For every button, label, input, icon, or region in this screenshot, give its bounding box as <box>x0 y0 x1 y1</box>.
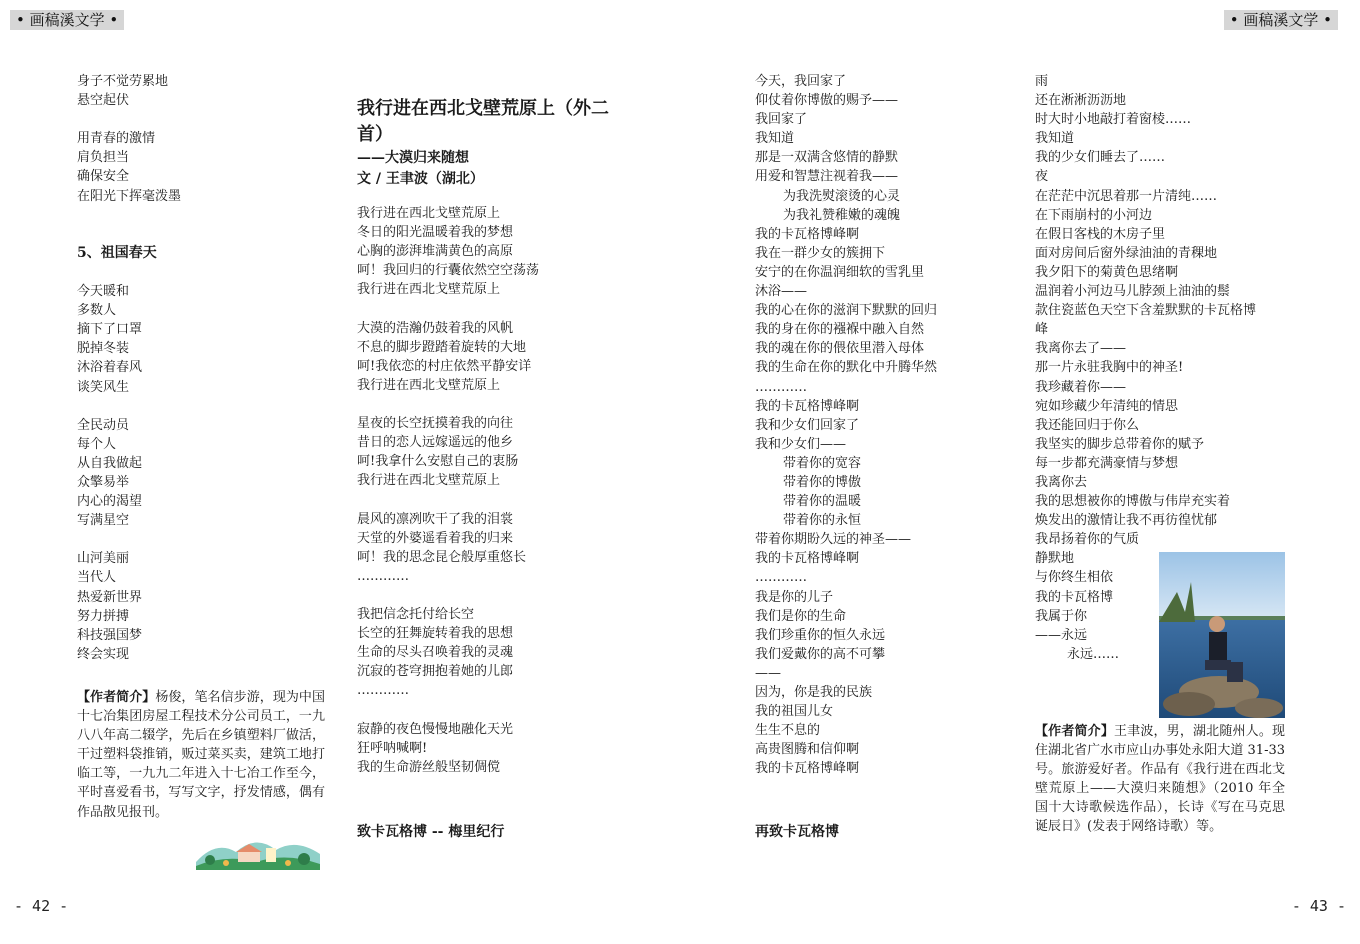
poem-line: 生命的尽头召唤着我的灵魂 <box>357 645 514 661</box>
bio-label: 【作者简介】 <box>77 690 156 705</box>
poem-line: 我和少女们回家了 <box>755 417 860 433</box>
poem-line: 面对房间后窗外绿油油的青稞地 <box>1035 245 1218 261</box>
poem-line: 晨风的凛冽吹干了我的泪裳 <box>357 511 514 527</box>
poem-line: 在茫茫中沉思着那一片清纯…… <box>1035 188 1218 204</box>
poem-line: 从自我做起 <box>77 455 143 471</box>
poem-line: 我和少女们—— <box>755 436 847 452</box>
poem-line: 在阳光下挥毫泼墨 <box>77 188 182 204</box>
poem-line: 我离你去了—— <box>1035 341 1127 357</box>
poem-line: ………… <box>755 570 807 586</box>
author-bio-1 <box>77 688 325 822</box>
poem-line: 沐浴着春风 <box>77 360 143 376</box>
author-bio-2 <box>1035 722 1285 837</box>
blank-line <box>77 206 327 225</box>
poem-line: 狂呼呐喊啊! <box>357 740 428 756</box>
poem-line: 我的少女们睡去了…… <box>1035 150 1166 166</box>
poem-line: 星夜的长空抚摸着我的向往 <box>357 416 514 432</box>
poem-line: 带着你的温暖 <box>783 494 862 510</box>
poem-line: 焕发出的激情让我不再彷徨忧郁 <box>1035 513 1218 529</box>
poem-line: 我的魂在你的偎依里潜入母体 <box>755 341 925 357</box>
poem-line: 呵！我回归的行囊依然空空荡荡 <box>357 263 540 279</box>
column-1 <box>77 72 327 664</box>
poem-line: 今天暖和 <box>77 284 130 300</box>
blank-line <box>357 490 627 509</box>
poem-line: 我的祖国儿女 <box>755 704 834 720</box>
blank-line <box>77 110 327 129</box>
poem-line: 确保安全 <box>77 169 130 185</box>
poem-heading: 5、祖国春天 <box>77 244 157 261</box>
poem-line: 我知道 <box>1035 131 1075 147</box>
poem-lines-a <box>77 72 327 244</box>
poem-line: 我夕阳下的菊黄色思绪啊 <box>1035 264 1179 280</box>
bio-label: 【作者简介】 <box>1035 724 1114 739</box>
poem-line: 冬日的阳光温暖着我的梦想 <box>357 225 514 241</box>
page-number-left: - 42 - <box>14 897 69 915</box>
landscape-illustration <box>196 832 320 870</box>
poem-line: 带着你的永恒 <box>783 513 862 529</box>
poem-line: 我离你去 <box>1035 474 1088 490</box>
poem-line: 时大时小地敲打着窗棱…… <box>1035 112 1192 128</box>
poem-line: 当代人 <box>77 570 117 586</box>
poem-line: 我还能回归于你么 <box>1035 417 1140 433</box>
poem-line: 雨 <box>1035 74 1049 89</box>
poem-line: 我的卡瓦格博 <box>1035 589 1114 605</box>
poem-line: 每一步都充满豪情与梦想 <box>1035 455 1179 471</box>
blank-line <box>77 397 327 416</box>
poem-line: 我的思想被你的博傲与伟岸充实着 <box>1035 494 1231 510</box>
poem-title: 我行进在西北戈壁荒原上（外二首） <box>357 98 609 145</box>
blank-line <box>77 263 327 282</box>
poem-line: 带着你期盼久远的神圣—— <box>755 532 912 548</box>
poem-line: 呵!我拿什么安慰自己的衷肠 <box>357 454 519 470</box>
blank-line <box>357 395 627 414</box>
poem-line: 科技强国梦 <box>77 627 143 643</box>
poem-line: 宛如珍藏少年清纯的情思 <box>1035 398 1179 414</box>
blank-line <box>77 530 327 549</box>
poem-line: 我的身在你的襁褓中融入自然 <box>755 322 925 338</box>
poem-line: 永远…… <box>1067 646 1120 662</box>
poem-line: 今天，我回家了 <box>755 74 847 89</box>
poem-line: 身子不觉劳累地 <box>77 74 169 89</box>
poem-line: 脱掉冬装 <box>77 341 130 357</box>
poem-line: 我的卡瓦格博峰啊 <box>755 398 860 414</box>
poem-line: 静默地 <box>1035 551 1075 567</box>
poem-line: 我们珍重你的恒久永远 <box>755 627 886 643</box>
poem-line: 我把信念托付给长空 <box>357 606 475 622</box>
section-title-col2: 致卡瓦格博 -- 梅里纪行 <box>357 824 505 840</box>
poem-line: 昔日的恋人远嫁遥远的他乡 <box>357 435 514 451</box>
poem-line: 带着你的博傲 <box>783 474 862 490</box>
bio-text: 王聿波，男，湖北随州人。现住湖北省广水市应山办事处永阳大道 31-33 号。旅游爱好者。作品有《我行进在西北戈壁荒原上——大漠归来随想》（2010 年全国十大诗歌候选作品），长诗《写在马克思诞辰日》(发表于网络诗歌）等。 <box>1035 724 1285 835</box>
bio-text: 杨俊，笔名信步游，现为中国十七冶集团房屋工程技术分公司员工，一九八八年高二辍学，先后在乡镇塑料厂做活，干过塑料袋推销，贩过菜买卖，建筑工地打临工等，一九九二年进入十七冶工作至今，平时喜爱看书，写写文字，抒发情感，偶有作品散见报刊。 <box>77 690 325 820</box>
magazine-tag-left: • 画稿溪文学 • <box>10 10 124 30</box>
poem-line: 谈笑风生 <box>77 379 130 395</box>
poem-line: 峰 <box>1035 322 1049 338</box>
poem-line: ——永远 <box>1035 627 1088 643</box>
poem-line: 用青春的激情 <box>77 131 156 147</box>
poem-line: 温润着小河边马儿脖颈上油油的鬃 <box>1035 284 1231 300</box>
poem-line: 山河美丽 <box>77 551 130 567</box>
poem-line: 天堂的外婆遥看着我的归来 <box>357 530 514 546</box>
poem-line: 我的卡瓦格博峰啊 <box>755 761 860 777</box>
poem-line: 我行进在西北戈壁荒原上 <box>357 206 501 221</box>
poem-line: 与你终生相依 <box>1035 570 1114 586</box>
poem-line: 带着你的宽容 <box>783 455 862 471</box>
poem-line: 悬空起伏 <box>77 93 130 109</box>
magazine-tag-right: • 画稿溪文学 • <box>1224 10 1338 30</box>
poem-line: 寂静的夜色慢慢地融化天光 <box>357 721 514 737</box>
poem-line: 在下雨崩村的小河边 <box>1035 207 1153 223</box>
blank-line <box>357 299 627 318</box>
poem-line: 还在淅淅沥沥地 <box>1035 93 1127 109</box>
poem-line: 终会实现 <box>77 646 130 662</box>
poem-line: 努力拼搏 <box>77 608 130 624</box>
poem-line: 我回家了 <box>755 112 808 128</box>
poem-line: 热爱新世界 <box>77 589 143 605</box>
poem-line: 全民动员 <box>77 417 130 433</box>
poem-line: 我的生命在你的默化中升腾华然 <box>755 360 938 376</box>
poem-line: 我珍藏着你—— <box>1035 379 1127 395</box>
poem-line: 内心的渴望 <box>77 494 143 510</box>
poem-line: 我的心在你的滋润下默默的回归 <box>755 303 938 319</box>
poem-line: 呵！我的思念昆仑般厚重悠长 <box>357 549 527 565</box>
poem-line: 众擎易举 <box>77 474 130 490</box>
poem-line: 长空的狂舞旋转着我的思想 <box>357 626 514 642</box>
poem-line: ………… <box>357 568 409 584</box>
blank-line <box>357 586 627 605</box>
poem-line: 沉寂的苍穹拥抱着她的儿郎 <box>357 664 514 680</box>
poem-lines <box>755 72 1005 778</box>
poem-subtitle: ——大漠归来随想 <box>357 150 469 166</box>
poem-line: 在假日客栈的木房子里 <box>1035 226 1166 242</box>
poem-line: 多数人 <box>77 303 117 319</box>
poem-line: 沐浴—— <box>755 284 808 300</box>
poem-line: —— <box>755 665 781 681</box>
poem-line: 为我洗熨滚烫的心灵 <box>783 188 901 204</box>
poem-line: 我们爱戴你的高不可攀 <box>755 646 886 662</box>
poem-line: 我昂扬着你的气质 <box>1035 532 1140 548</box>
poem-author: 文 / 王聿波（湖北） <box>357 171 484 187</box>
poem-line: 我们是你的生命 <box>755 608 847 624</box>
poem-line: ………… <box>755 379 807 395</box>
poem-line: 为我礼赞稚嫩的魂魄 <box>783 207 901 223</box>
poem-line: 我属于你 <box>1035 608 1088 624</box>
poem-line: 我行进在西北戈壁荒原上 <box>357 377 501 393</box>
poem-line: 仰仗着你博傲的赐予—— <box>755 93 899 109</box>
poem-line: 我的卡瓦格博峰啊 <box>755 226 860 242</box>
poem-line: 我在一群少女的簇拥下 <box>755 245 886 261</box>
poem-line: 肩负担当 <box>77 150 130 166</box>
poem-line: 用爱和智慧注视着我—— <box>755 169 899 185</box>
poem-line: 我行进在西北戈壁荒原上 <box>357 473 501 489</box>
poem-line: 摘下了口罩 <box>77 322 143 338</box>
poem-line: 我的卡瓦格博峰啊 <box>755 551 860 567</box>
author-photo <box>1159 552 1285 718</box>
poem-line: 写满星空 <box>77 513 130 529</box>
poem-line: 高贵图腾和信仰啊 <box>755 742 860 758</box>
poem-line: 每个人 <box>77 436 117 452</box>
poem-line: 我行进在西北戈壁荒原上 <box>357 282 501 298</box>
poem-line: 呵!我依恋的村庄依然平静安详 <box>357 358 532 374</box>
poem-line: 大漠的浩瀚仍鼓着我的风帆 <box>357 320 514 336</box>
poem-line: 安宁的在你温润细软的雪乳里 <box>755 264 925 280</box>
poem-line: 那是一双满含悠情的静默 <box>755 150 899 166</box>
poem-line: ………… <box>357 683 409 699</box>
poem-line: 我是你的儿子 <box>755 589 834 605</box>
blank-line <box>77 225 327 244</box>
poem-line: 心胸的澎湃堆满黄色的高原 <box>357 244 514 260</box>
blank-line <box>357 700 627 719</box>
poem-line: 那一片永驻我胸中的神圣! <box>1035 360 1184 376</box>
poem-lines <box>357 204 627 777</box>
column-3 <box>755 72 1005 778</box>
section-title-col3: 再致卡瓦格博 <box>755 824 839 840</box>
poem-line: 我知道 <box>755 131 795 147</box>
poem-line: 不息的脚步蹬踏着旋转的大地 <box>357 339 527 355</box>
poem-line: 我坚实的脚步总带着你的赋予 <box>1035 436 1205 452</box>
poem-line: 因为，你是我的民族 <box>755 685 873 700</box>
poem-line: 款住瓷蓝色天空下含羞默默的卡瓦格博 <box>1035 303 1257 319</box>
page-number-right: - 43 - <box>1291 897 1346 915</box>
poem-line: 我的生命游丝般坚韧倜傥 <box>357 759 501 775</box>
poem-lines-b <box>77 263 327 664</box>
poem-line: 生生不息的 <box>755 723 821 739</box>
poem-line: 夜 <box>1035 169 1049 185</box>
column-2 <box>357 96 627 777</box>
